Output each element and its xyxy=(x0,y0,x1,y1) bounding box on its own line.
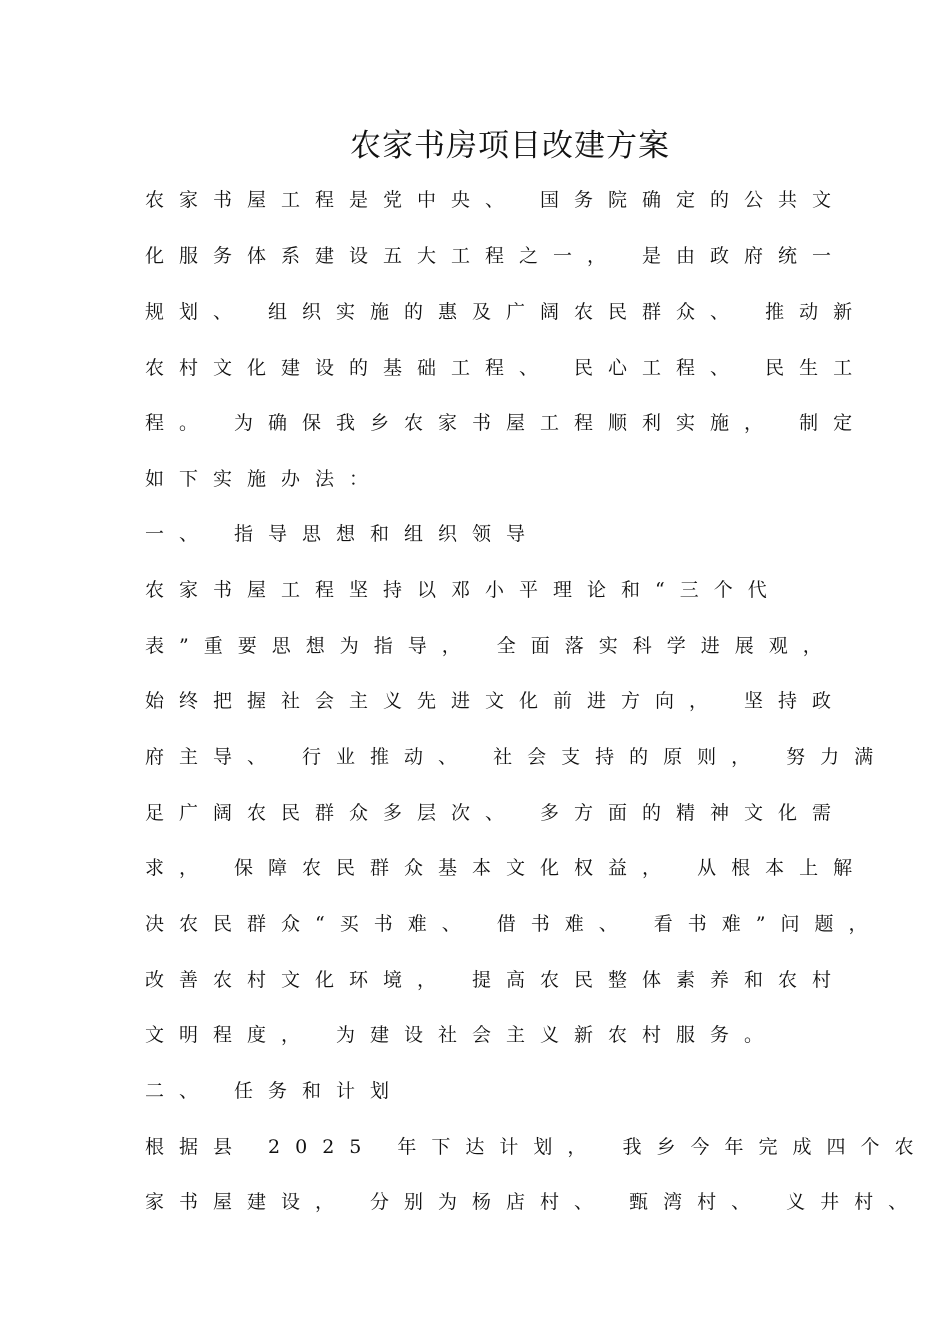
body-line: 足广阔农民群众多层次、 多方面的精神文化需 xyxy=(145,802,847,824)
section-heading: 一、 指导思想和组织领导 xyxy=(145,523,541,545)
body-line: 规划、 组织实施的惠及广阔农民群众、 推动新 xyxy=(145,301,868,323)
section-heading: 二、 任务和计划 xyxy=(145,1080,405,1102)
body-line: 表”重要思想为指导， 全面落实科学进展观， xyxy=(145,635,837,657)
body-line: 家书屋建设， 分别为杨店村、 甄湾村、 义井村、 xyxy=(145,1191,923,1213)
body-line: 农村文化建设的基础工程、 民心工程、 民生工 xyxy=(145,357,868,379)
body-line: 根据县 2025 年下达计划， 我乡今年完成四个农 xyxy=(145,1136,929,1158)
body-line: 府主导、 行业推动、 社会支持的原则， 努力满 xyxy=(145,746,889,768)
body-line: 化服务体系建设五大工程之一， 是由政府统一 xyxy=(145,245,847,267)
body-line: 求， 保障农民群众基本文化权益， 从根本上解 xyxy=(145,857,868,879)
document-title: 农家书房项目改建方案 xyxy=(350,128,670,164)
body-line: 决农民群众“买书难、 借书难、 看书难”问题， xyxy=(145,913,883,935)
body-line: 如下实施办法： xyxy=(145,468,384,490)
body-line: 始终把握社会主义先进文化前进方向， 坚持政 xyxy=(145,690,847,712)
body-line: 改善农村文化环境， 提高农民整体素养和农村 xyxy=(145,969,847,991)
body-line: 文明程度， 为建设社会主义新农村服务。 xyxy=(145,1024,779,1046)
body-line: 农家书屋工程坚持以邓小平理论和“三个代 xyxy=(145,579,782,601)
body-line: 程。 为确保我乡农家书屋工程顺利实施， 制定 xyxy=(145,412,868,434)
body-line: 农家书屋工程是党中央、 国务院确定的公共文 xyxy=(145,189,847,211)
